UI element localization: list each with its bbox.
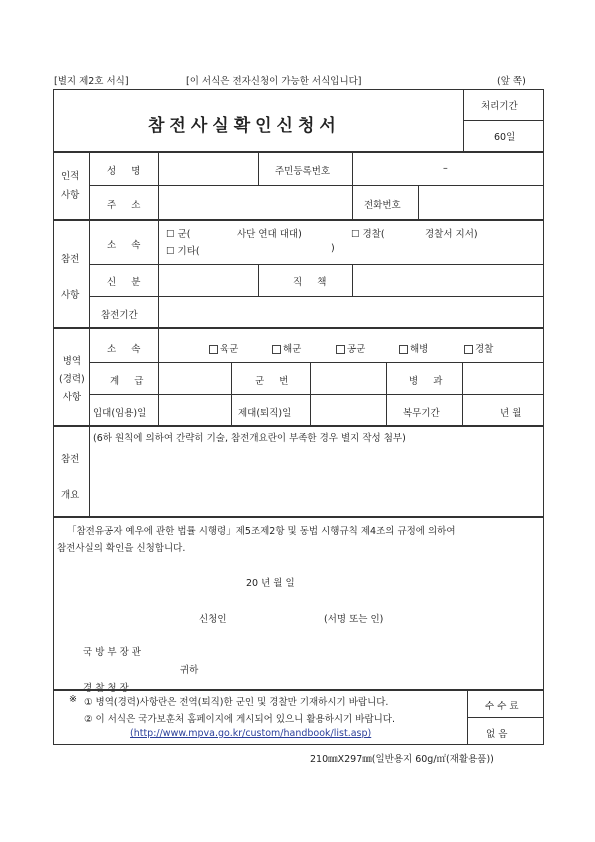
- recipient-defense-minister: 국 방 부 장 관: [83, 647, 141, 658]
- participation-period-field[interactable]: [159, 299, 543, 326]
- resident-number-dash: –: [443, 163, 448, 174]
- discharge-date-label: 제대(퇴직)일: [238, 408, 292, 419]
- service-section-label: 병역 (경력) 사항: [59, 356, 85, 403]
- service-number-field[interactable]: [311, 365, 385, 392]
- participation-section-bottom: 사항: [61, 290, 80, 301]
- rank-field[interactable]: [159, 365, 230, 392]
- police-affiliation-option[interactable]: ☐ 경찰(: [351, 229, 385, 240]
- checkbox-icon: [336, 345, 345, 354]
- option-air-force[interactable]: 공군: [336, 341, 365, 355]
- option-police[interactable]: 경찰: [464, 341, 493, 355]
- police-units-text: 경찰서 지서): [425, 229, 478, 240]
- application-date: 20 년 월 일: [246, 578, 295, 589]
- enlistment-date-label: 입대(임용)일: [93, 408, 147, 419]
- status-field[interactable]: [159, 267, 257, 294]
- note-2: ② 이 서식은 국가보훈처 홈페이지에 게시되어 있으니 활용하시기 바랍니다.: [84, 714, 396, 725]
- phone-field[interactable]: [419, 188, 543, 216]
- checkbox-icon: [464, 345, 473, 354]
- form-title: 참전사실확인신청서: [148, 116, 341, 136]
- phone-label: 전화번호: [364, 200, 401, 211]
- checkbox-icon: [399, 345, 408, 354]
- applicant-label: 신청인: [199, 614, 227, 625]
- address-label: 주 소: [107, 200, 147, 211]
- service-affiliation-label: 소 속: [107, 344, 147, 355]
- resident-number-field[interactable]: [353, 156, 543, 182]
- processing-period-label: 처리기간: [481, 101, 518, 112]
- page-side: (앞 쪽): [497, 76, 526, 87]
- participation-period-label: 참전기간: [101, 310, 138, 321]
- e-application-notice: [이 서식은 전자신청이 가능한 서식입니다]: [186, 76, 362, 87]
- address-field[interactable]: [159, 188, 351, 216]
- fee-value: 없 음: [486, 729, 508, 740]
- declaration-line1: 「참전유공자 예우에 관한 법률 시행령」제5조제2항 및 동법 시행규칙 제4조의 규정에 의하여: [67, 526, 456, 537]
- other-affiliation-option[interactable]: ☐ 기타(: [166, 246, 200, 257]
- duty-period-label: 복무기간: [403, 408, 440, 419]
- service-number-label: 군 번: [255, 376, 295, 387]
- personal-section-label: 인적 사항: [61, 171, 80, 201]
- declaration-line2: 참전사실의 확인을 신청합니다.: [57, 543, 186, 554]
- option-marines[interactable]: 해병: [399, 341, 428, 355]
- notes-mark: ※: [69, 694, 77, 705]
- option-army[interactable]: 육군: [209, 341, 238, 355]
- branch-label: 병 과: [409, 376, 449, 387]
- position-field[interactable]: [353, 267, 543, 294]
- overview-section-top: 참전: [61, 454, 80, 465]
- paper-spec: 210㎜X297㎜(일반용지 60g/㎡(재활용품)): [310, 754, 494, 765]
- note-1: ① 병역(경력)사항란은 전역(퇴직)한 군인 및 경찰만 기재하시기 바랍니다.: [84, 697, 389, 708]
- overview-textarea[interactable]: [90, 445, 542, 514]
- resident-number-label: 주민등록번호: [275, 166, 331, 177]
- army-affiliation-option[interactable]: ☐ 군(: [166, 229, 191, 240]
- name-field[interactable]: [158, 156, 258, 182]
- army-units-text: 사단 연대 대대): [237, 229, 302, 240]
- fee-label: 수 수 료: [485, 701, 519, 712]
- rank-label: 계 급: [110, 376, 150, 387]
- overview-instruction: (6하 원칙에 의하여 간략히 기술, 참전개요란이 부족한 경우 별지 작성 첨부): [93, 433, 406, 444]
- form-number: [별지 제2호 서식]: [54, 76, 129, 87]
- duty-period-units: 년 월: [500, 408, 522, 419]
- other-affiliation-close: ): [331, 243, 335, 254]
- name-label: 성 명: [107, 166, 147, 177]
- overview-section-bottom: 개요: [61, 490, 80, 501]
- recipient-suffix: 귀하: [180, 665, 199, 676]
- enlistment-date-field[interactable]: [159, 397, 230, 424]
- signature-label: (서명 또는 인): [324, 614, 384, 625]
- branch-field[interactable]: [463, 365, 543, 392]
- recipient-police-commissioner: 경 찰 청 장: [83, 683, 129, 694]
- participation-affiliation-label: 소 속: [107, 240, 147, 251]
- checkbox-icon: [272, 345, 281, 354]
- processing-period-value: 60일: [494, 132, 516, 143]
- checkbox-icon: [209, 345, 218, 354]
- handbook-link[interactable]: (http://www.mpva.go.kr/custom/handbook/list.asp): [130, 728, 372, 739]
- status-label: 신 분: [107, 277, 147, 288]
- applicant-name-field[interactable]: [233, 608, 318, 624]
- position-label: 직 책: [293, 277, 333, 288]
- discharge-date-field[interactable]: [311, 397, 385, 424]
- participation-section-top: 참전: [61, 254, 80, 265]
- option-navy[interactable]: 해군: [272, 341, 301, 355]
